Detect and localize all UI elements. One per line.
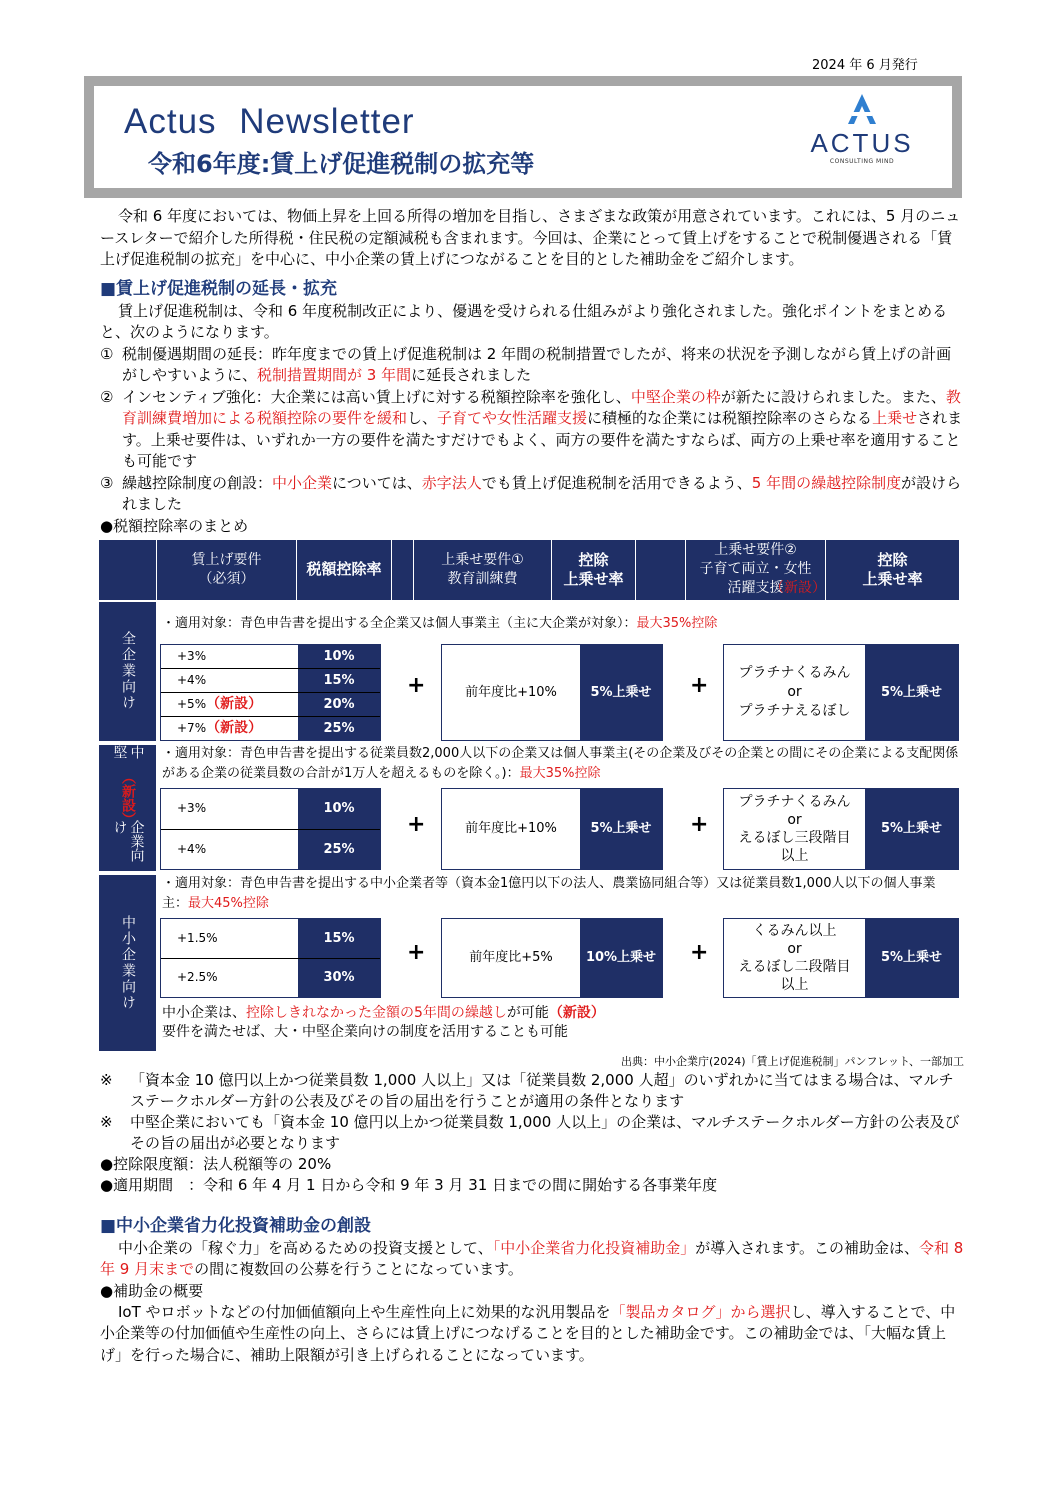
publication-date: 2024 年 6 月発行 — [812, 58, 918, 73]
newsletter-header — [84, 76, 962, 198]
col-wage-requirement: 賃上げ要件 （必須） — [156, 540, 296, 600]
deduction-limit: ●控除限度額：法人税額等の 20% — [100, 1154, 332, 1173]
plus-sign: + — [690, 811, 709, 837]
logo-tagline: CONSULTING MIND — [829, 158, 895, 165]
row-mid-enterprise-label: 中堅 （新設） 企業向け — [99, 745, 156, 871]
plus-sign: + — [407, 672, 426, 698]
list-item: ② インセンティブ強化：大企業には高い賃上げに対する税額控除率を強化し、中堅企業の枠が新たに設けられました。また、教育訓練費増加による税額控除の要件を緩和し、子育てや女性活躍支援に積極的な企業には税額控除率のさらなる上乗せされます。上乗せ要件は、いずれか一方の要件を満たすだけでもよく、両方の要件を満たすならば、両方の上乗せ率を適用することも可能です — [100, 387, 963, 470]
small-carryover-note: 中小企業は、控除しきれなかった金額の5年間の繰越しが可能（新設） 要件を満たせば、大・中堅企業向けの制度を活用することも可能 — [162, 1004, 605, 1040]
small-target: ・適用対象：青色申告書を提出する中小企業者等（資本金1億円以下の法人、農業協同組合等）又は従業員数1,000人以下の個人事業主：最大45%控除 — [162, 875, 936, 911]
plus-sign: + — [407, 811, 426, 837]
large-add2-box: プラチナくるみん or プラチナえるぼし 5%上乗せ — [723, 644, 959, 741]
list-item: ① 税制優遇期間の延長：昨年度までの賃上げ促進税制は 2 年間の税制措置でしたが、将来の状況を予測しながら賃上げの計画がしやすいように、税制措置期間が 3 年間に延長されました — [100, 344, 952, 384]
summary-heading: ●税額控除率のまとめ — [100, 516, 249, 535]
enhancement-points — [100, 344, 964, 516]
col-add2: 上乗せ要件② 子育て両立・女性 活躍支援 （新設） — [685, 540, 825, 600]
row-small-enterprise-label: 中小企業向け — [99, 875, 156, 1051]
actus-logo — [802, 92, 922, 184]
col-add1: 上乗せ要件① 教育訓練費 — [413, 540, 551, 600]
table-row: +2.5% 30% — [161, 959, 380, 997]
plus-sign: + — [690, 939, 709, 965]
plus-sign: + — [407, 939, 426, 965]
table-row: +3% 10% — [161, 789, 380, 830]
section2-heading: ■中小企業省力化投資補助金の創設 — [100, 1215, 372, 1236]
table-row: +4% 15% — [161, 669, 380, 693]
mid-rate-box — [160, 788, 381, 870]
subsidy-overview-paragraph: IoT やロボットなどの付加価値額向上や生産性向上に効果的な汎用製品を「製品カタログ」から選択し、導入することで、中小企業等の付加価値や生産性の向上、さらには賃上げにつなげることを目的とした補助金です。この補助金では、「大幅な賃上げ」を行った場合に、補助上限額が引き上げられることになっています。 — [100, 1302, 956, 1364]
table-row: +4% 25% — [161, 830, 380, 869]
large-target: ・適用対象：青色申告書を提出する全企業又は個人事業主（主に大企業が対象）：最大35%控除 — [162, 615, 718, 631]
table-row: +1.5% 15% — [161, 919, 380, 959]
table-row: +5% （新設） 20% — [161, 693, 380, 717]
col-add1-rate: 控除 上乗せ率 — [551, 540, 635, 600]
newsletter-subtitle: 令和6年度:賃上げ促進税制の拡充等 — [148, 150, 535, 178]
logo-text: ACTUS — [810, 128, 914, 158]
col-tax-rate: 税額控除率 — [296, 540, 391, 600]
newsletter-title: Actus Newsletter — [124, 102, 415, 141]
section1-lead: 賃上げ促進税制は、令和 6 年度税制改正により、優遇を受けられる仕組みがより強化されました。強化ポイントをまとめると、次のようになります。 — [100, 301, 948, 341]
source-citation: 出典：中小企業庁(2024)「賃上げ促進税制」パンフレット、一部加工 — [620, 1054, 964, 1068]
small-add2-box: くるみん以上 or えるぼし二段階目 以上 5%上乗せ — [723, 918, 959, 998]
subsidy-overview-heading: ●補助金の概要 — [100, 1281, 204, 1300]
mid-add2-box: プラチナくるみん or えるぼし三段階目 以上 5%上乗せ — [723, 788, 959, 870]
note-item: ※ 「資本金 10 億円以上かつ従業員数 1,000 人以上」又は「従業員数 2,000 人超」のいずれかに当てはまる場合は、マルチステークホルダー方針の公表及びその旨の届出を行うことが適用の条件となります — [100, 1070, 954, 1110]
mid-target: ・適用対象：青色申告書を提出する従業員数2,000人以下の企業又は個人事業主(その企業及びその企業との間にその企業による支配関係がある企業の従業員数の合計が1万人を超えるものを除く。)：最大35%控除 — [162, 745, 959, 781]
logo-mark-icon — [842, 92, 882, 128]
large-rate-box — [160, 644, 381, 741]
application-period: ●適用期間 ：令和 6 年 4 月 1 日から令和 9 年 3 月 31 日までの間に開始する各事業年度 — [100, 1175, 718, 1194]
tax-credit-table — [99, 540, 959, 1052]
table-row: +3% 10% — [161, 645, 380, 669]
section2-paragraph: 中小企業の「稼ぐ力」を高めるための投資支援として、「中小企業省力化投資補助金」が導入されます。この補助金は、令和 8 年 9 月末までの間に複数回の公募を行うことになっています。 — [100, 1238, 964, 1278]
note-item: ※ 中堅企業においても「資本金 10 億円以上かつ従業員数 1,000 人以上」の企業は、マルチステークホルダー方針の公表及びその旨の届出が必要となります — [100, 1112, 960, 1152]
table-row: +7% （新設） 25% — [161, 717, 380, 740]
section1-heading: ■賃上げ促進税制の延長・拡充 — [100, 278, 338, 299]
col-add2-rate: 控除 上乗せ率 — [825, 540, 959, 600]
small-rate-box — [160, 918, 381, 998]
intro-paragraph: 令和 6 年度においては、物価上昇を上回る所得の増加を目指し、さまざまな政策が用意されています。これには、5 月のニュースレターで紹介した所得税・住民税の定額減税も含まれます。今回は、企業にとって賃上げをすることで税制優遇される「賃上げ促進税制の拡充」を中心に、中小企業の賃上げにつながることを目的とした補助金をご紹介します。 — [100, 207, 961, 268]
list-item: ③ 繰越控除制度の創設：中小企業については、赤字法人でも賃上げ促進税制を活用できるよう、5 年間の繰越控除制度が設けられました — [100, 473, 962, 513]
table-header — [99, 540, 959, 600]
mid-add1-box: 前年度比+10% 5%上乗せ — [441, 788, 663, 870]
large-add1-box: 前年度比+10% 5%上乗せ — [441, 644, 663, 741]
row-large-enterprise-label: 全企業向け — [99, 602, 156, 741]
plus-sign: + — [690, 672, 709, 698]
small-add1-box: 前年度比+5% 10%上乗せ — [441, 918, 663, 998]
article-body — [100, 206, 964, 1366]
